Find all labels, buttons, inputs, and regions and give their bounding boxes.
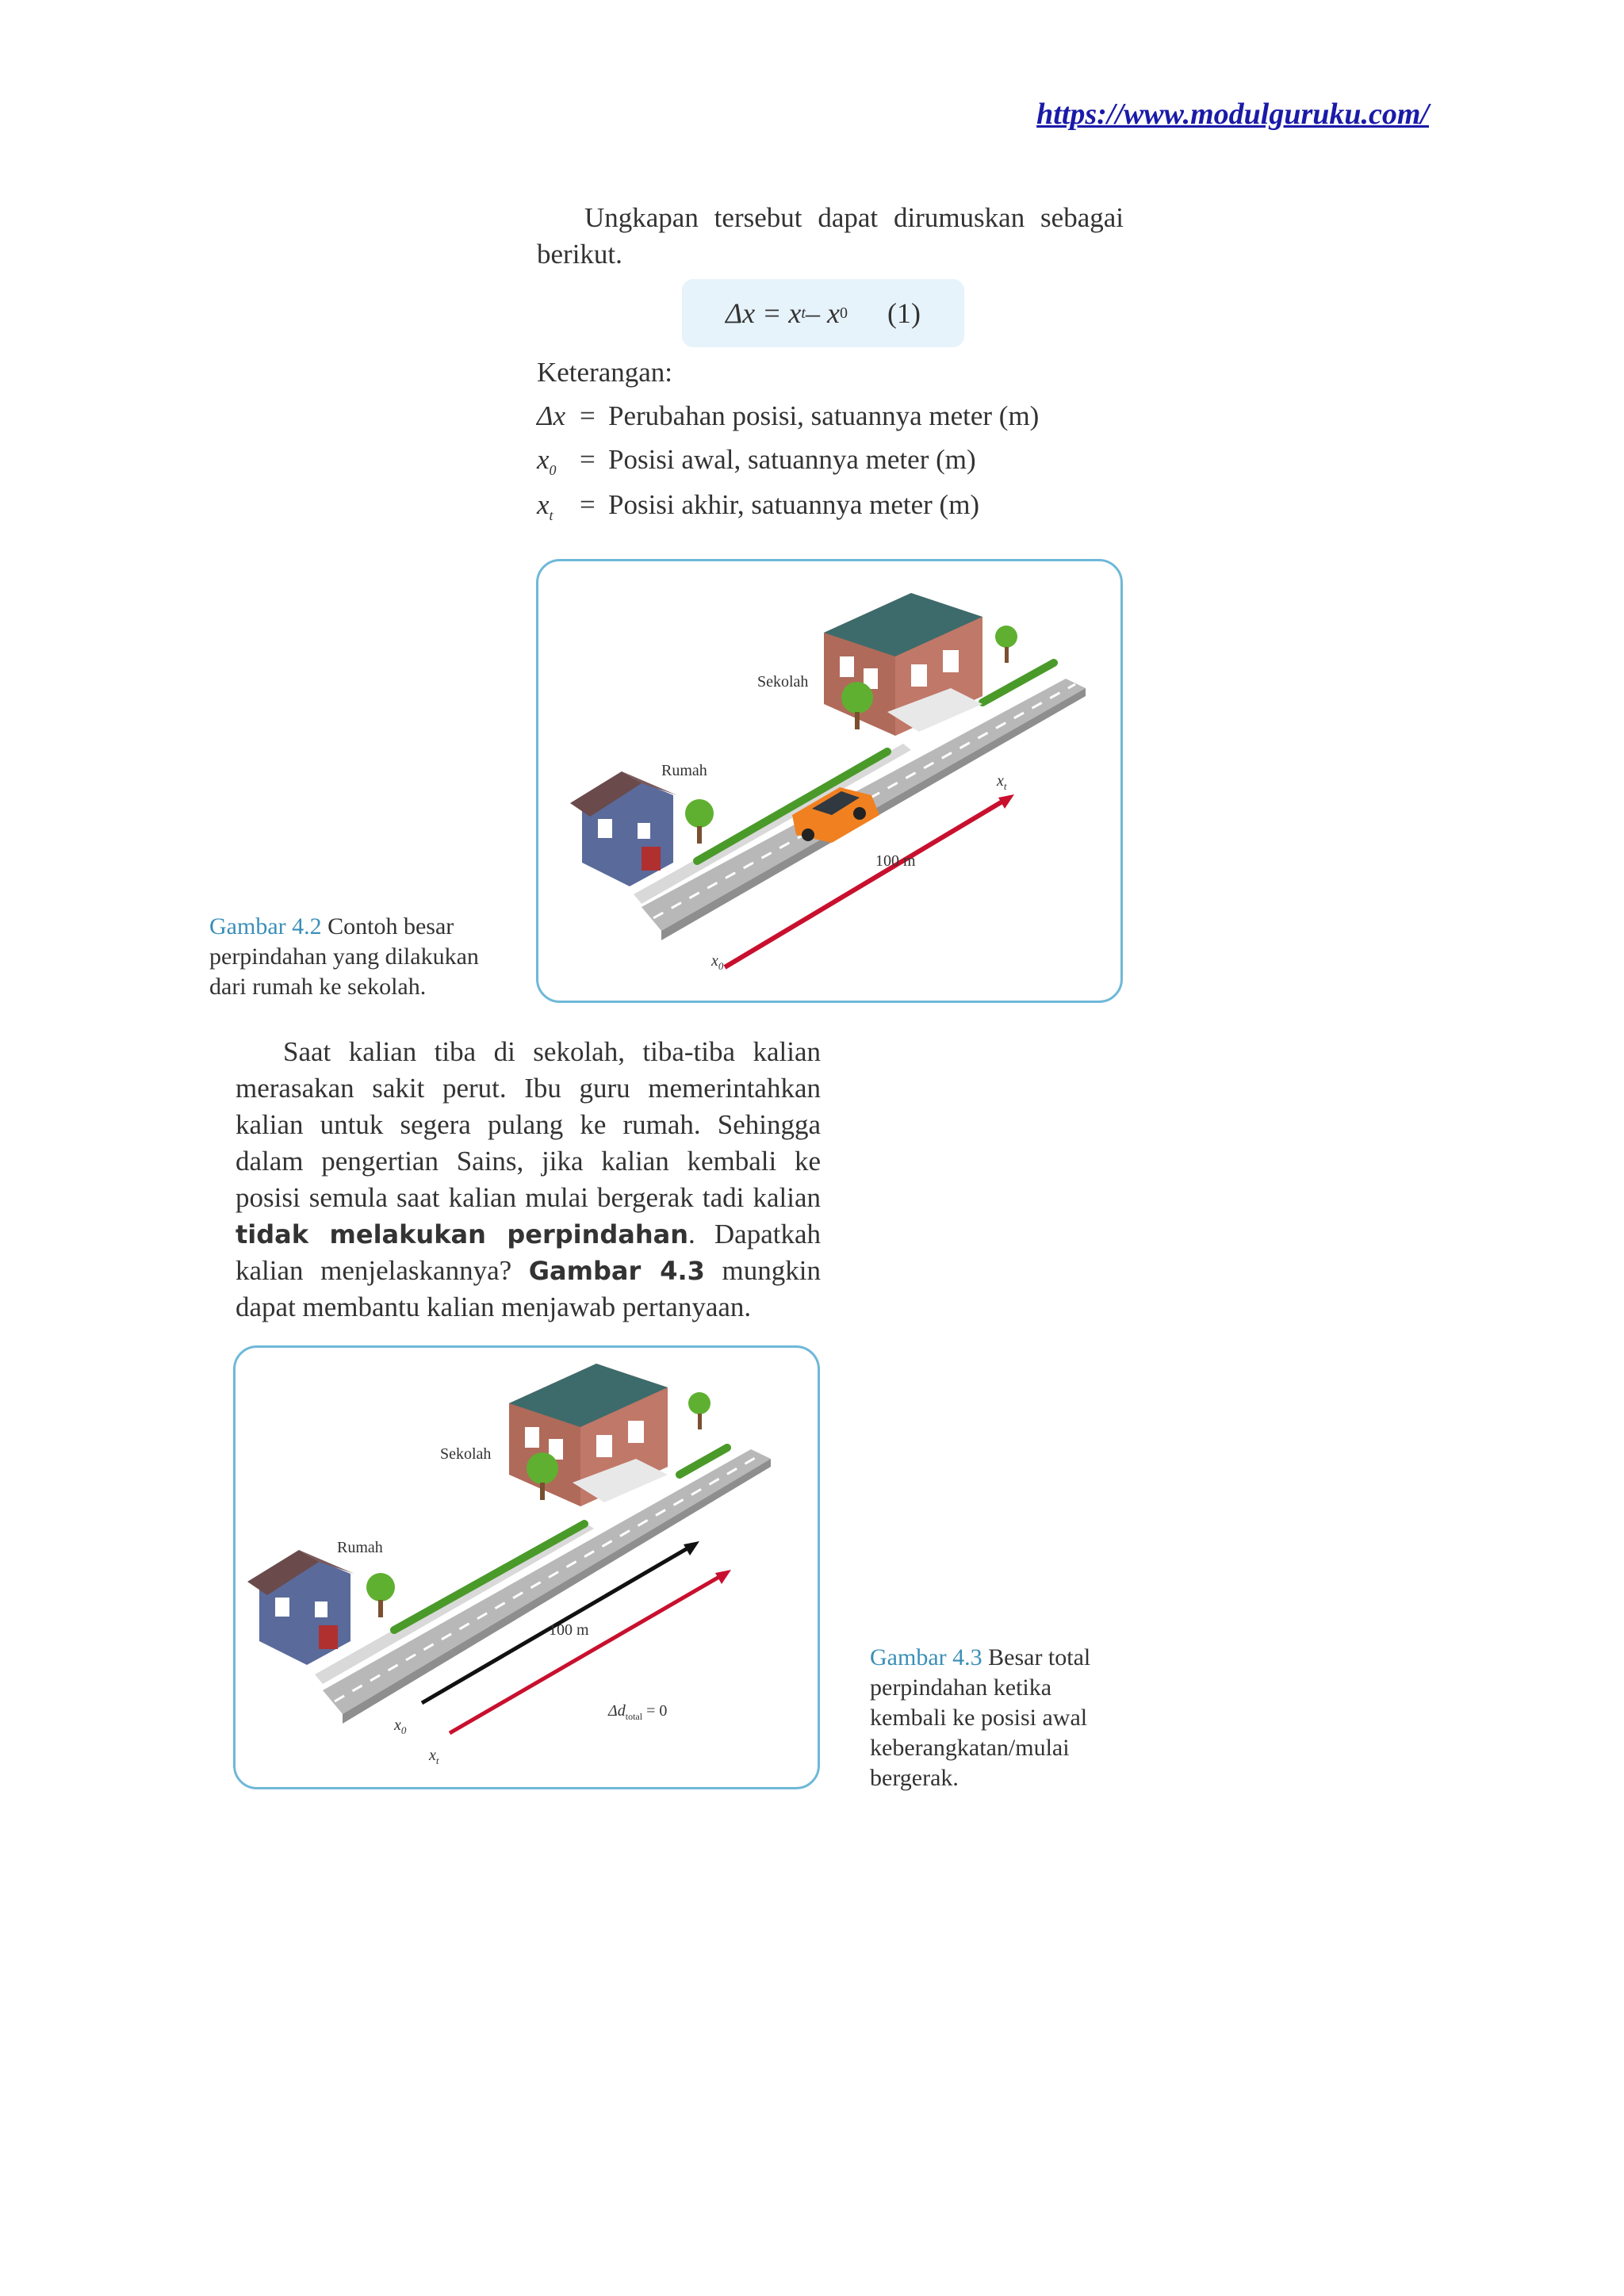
intro-paragraph: Ungkapan tersebut dapat dirumuskan sebagai berikut. <box>537 202 1124 270</box>
figure-4-3-caption <box>870 1643 1124 1793</box>
school-building <box>824 593 982 736</box>
label-d-total: $\Delta d_{total} = 0$ <box>608 1702 668 1722</box>
header-url-link[interactable]: https://www.modulguruku.com/ <box>1036 98 1429 131</box>
arrow-head <box>715 1570 731 1584</box>
tree-icon <box>995 626 1017 663</box>
label-x0: $x_0$ <box>711 952 724 972</box>
arrow-head <box>998 794 1014 809</box>
tree-icon <box>685 799 714 844</box>
label-sekolah: Sekolah <box>440 1445 492 1463</box>
road-edge <box>343 1459 771 1724</box>
label-distance: 100 m <box>549 1621 589 1639</box>
keterangan-symbol: x <box>537 489 550 520</box>
figure-4-3-illustration <box>233 1345 820 1789</box>
caption-figure-number: Gambar 4.3 <box>870 1644 982 1670</box>
keterangan-eq: = <box>580 489 596 520</box>
formula-number: (1) <box>887 297 921 329</box>
caption-text: Besar total perpindahan ketika kembali ke posisi awal keberangkatan/mulai bergerak. <box>870 1644 1091 1791</box>
tree-icon <box>366 1573 395 1617</box>
keterangan-eq: = <box>580 400 596 431</box>
label-x0: $x_0$ <box>394 1716 407 1736</box>
keterangan-eq: = <box>580 444 596 475</box>
formula-sub-t: t <box>801 304 806 322</box>
keterangan-sub: t <box>549 507 553 523</box>
school-building <box>509 1364 668 1506</box>
body-paragraph <box>236 1034 821 1326</box>
label-xt: $x_t$ <box>429 1747 439 1766</box>
formula-minus: – x <box>805 297 840 329</box>
caption-text: Contoh besar perpindahan yang dilakukan dari rumah ke sekolah. <box>209 913 479 1000</box>
caption-figure-number: Gambar 4.2 <box>209 913 322 939</box>
body-bold-tidak-melakukan-perpindahan: tidak melakukan perpindahan <box>236 1219 689 1249</box>
label-sekolah: Sekolah <box>757 673 809 691</box>
keterangan-desc: Posisi awal, satuannya meter (m) <box>608 444 976 475</box>
body-text-1: Saat kalian tiba di sekolah, tiba-tiba kalian merasakan sakit perut. Ibu guru memerintahkan kalian untuk segera pulang ke rumah. Sehingga dalam pengertian Sains, jika kalian kembali ke posisi semula saat kalian mulai bergerak tadi kalian <box>236 1036 821 1213</box>
keterangan-row-xt <box>537 489 979 524</box>
keterangan-sub: 0 <box>549 462 557 478</box>
body-bold-gambar-4-3: Gambar 4.3 <box>528 1256 705 1286</box>
keterangan-symbol: x <box>537 444 550 475</box>
body-text-3: mungkin dapat membantu kalian menjawab pertanyaan. <box>236 1255 821 1322</box>
formula-sub-0: 0 <box>839 304 848 322</box>
keterangan-symbol: Δx <box>537 400 566 431</box>
tree-icon <box>688 1392 710 1429</box>
label-xt: $x_t$ <box>997 772 1007 792</box>
figure-4-2-caption <box>209 912 487 1002</box>
formula-box <box>682 279 964 347</box>
figure-4-2-illustration <box>536 559 1123 1003</box>
body-text-2: . Dapatkah kalian menjelaskannya? <box>236 1219 821 1286</box>
keterangan-label: Keterangan: <box>537 357 673 388</box>
keterangan-desc: Posisi akhir, satuannya meter (m) <box>608 489 980 520</box>
keterangan-desc: Perubahan posisi, satuannya meter (m) <box>608 400 1040 431</box>
figure-4-2-svg <box>538 561 1120 1001</box>
label-rumah: Rumah <box>661 762 707 779</box>
arrow-head <box>684 1541 699 1556</box>
label-rumah: Rumah <box>337 1539 383 1556</box>
house-building <box>570 771 677 886</box>
house-building <box>247 1550 354 1665</box>
figure-4-3-svg <box>236 1348 818 1787</box>
label-distance: 100 m <box>875 852 916 870</box>
keterangan-row-x0 <box>537 444 976 479</box>
formula-lhs: Δx = x <box>726 297 802 329</box>
keterangan-row-delta-x <box>537 400 1039 435</box>
